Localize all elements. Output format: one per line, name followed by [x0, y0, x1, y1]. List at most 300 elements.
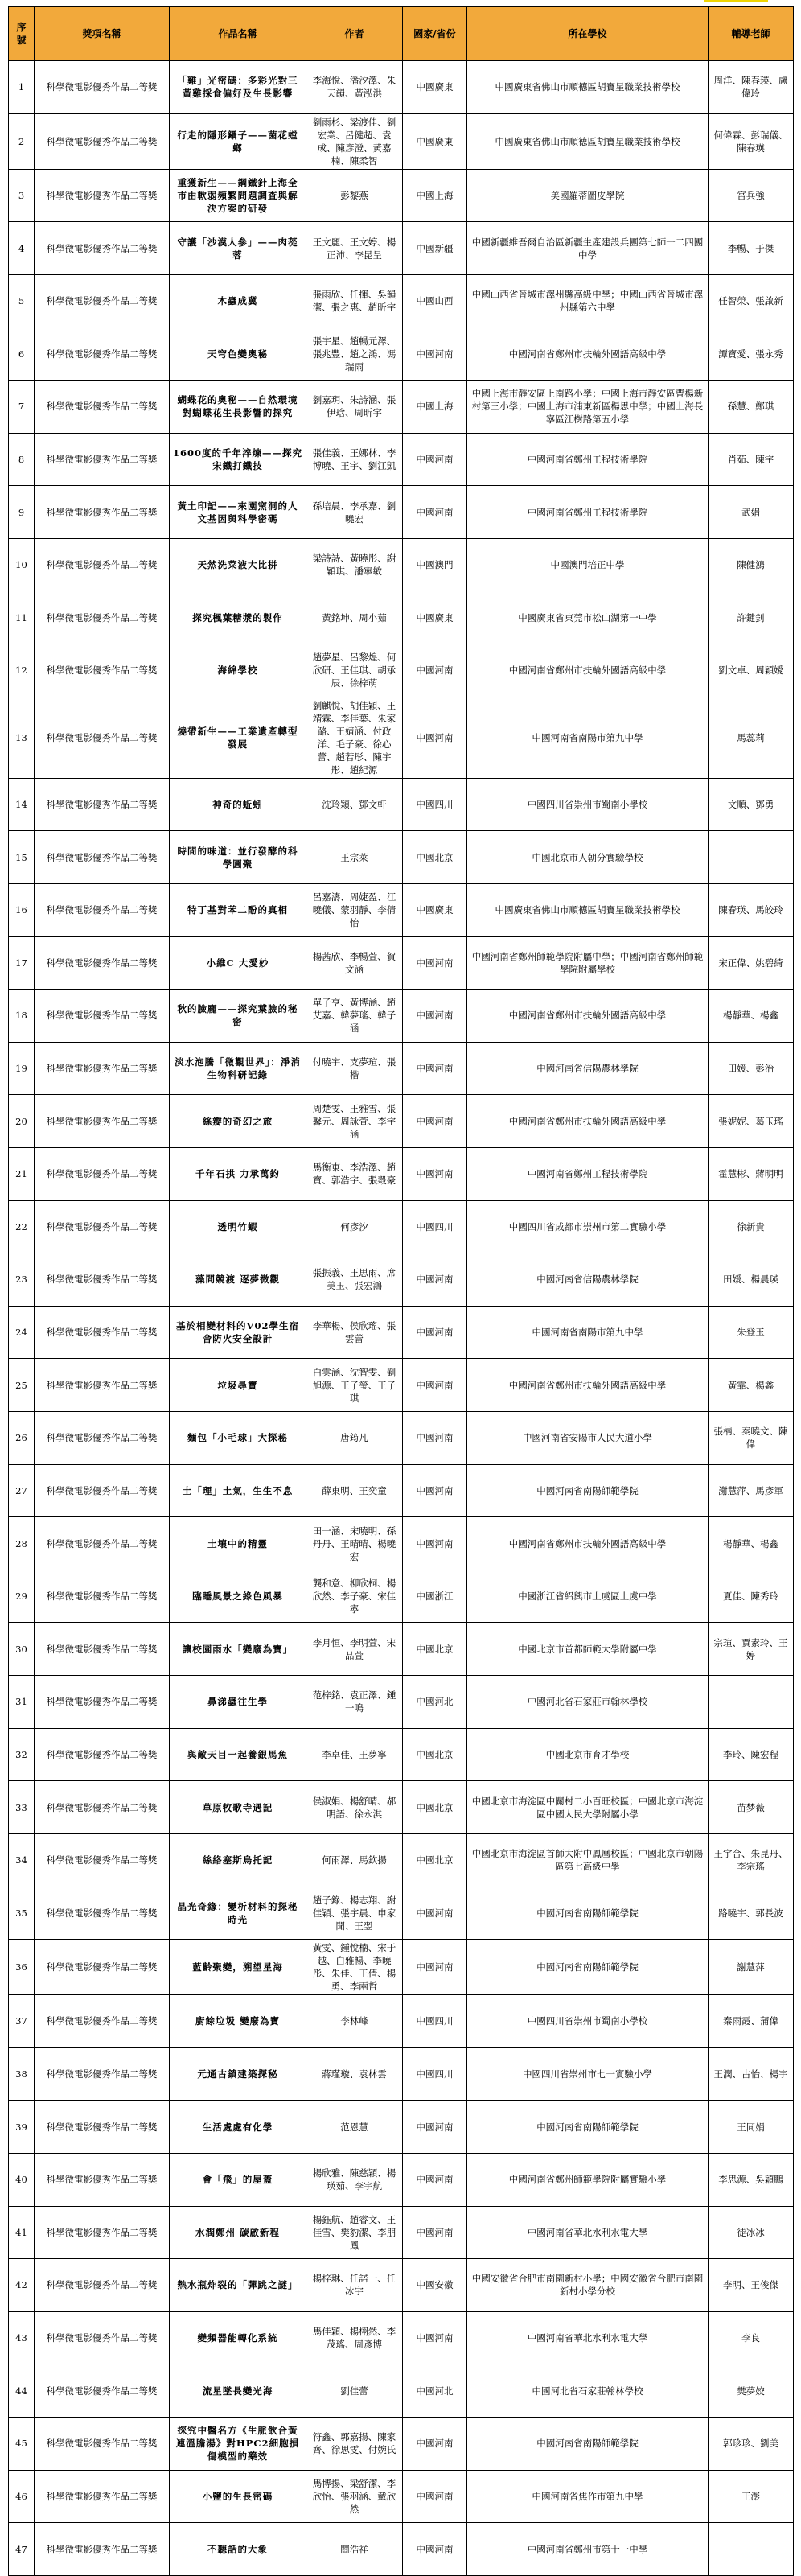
school-cell: 中國新疆維吾爾自治區新疆生產建設兵團第七師一二四團中學: [467, 222, 709, 275]
table-row: [9, 2153, 794, 2206]
authors-cell: 劉麒悅、胡佳穎、王靖霖、李佳葉、朱家潞、王婧涵、付政洋、毛子豪、徐心蕾、趙若彤、陳宇彤、趙紀源: [306, 697, 403, 778]
country-cell: 中國河南: [403, 1359, 467, 1412]
award-cell: 科學微電影優秀作品二等獎: [35, 591, 170, 644]
country-cell: 中國河南: [403, 1147, 467, 1200]
award-cell: 科學微電影優秀作品二等獎: [35, 1253, 170, 1307]
index-cell: 40: [9, 2153, 35, 2206]
advisors-cell: 何偉霖、彭瑞儀、陳春瑛: [709, 113, 794, 169]
header-country: 國家/省份: [403, 7, 467, 61]
advisors-cell: 許鍵釗: [709, 591, 794, 644]
index-cell: 12: [9, 644, 35, 697]
table-row: [9, 1833, 794, 1887]
advisors-cell: 李明、王俊傑: [709, 2259, 794, 2312]
award-cell: 科學微電影優秀作品二等獎: [35, 1676, 170, 1729]
work-title-cell: 讓校園雨水「變廢為寶」: [170, 1623, 306, 1676]
country-cell: 中國北京: [403, 1728, 467, 1781]
table-row: [9, 1412, 794, 1465]
school-cell: 美國羅蒂圖皮學院: [467, 169, 709, 222]
school-cell: 中國河南省鄭州市扶輪外國語高級中學: [467, 1359, 709, 1412]
index-cell: 16: [9, 883, 35, 936]
authors-cell: 趙子錄、楊志翔、謝佳穎、張宇晨、申家聞、王翌: [306, 1887, 403, 1940]
award-cell: 科學微電影優秀作品二等獎: [35, 2364, 170, 2418]
award-cell: 科學微電影優秀作品二等獎: [35, 2206, 170, 2259]
table-row: [9, 1042, 794, 1095]
work-title-cell: 神奇的蚯蚓: [170, 778, 306, 831]
table-row: [9, 2206, 794, 2259]
index-cell: 23: [9, 1253, 35, 1307]
work-title-cell: 蝴蝶花的奧秘——自然環境對蝴蝶花生長影響的探究: [170, 381, 306, 434]
index-cell: 47: [9, 2523, 35, 2576]
table-row: [9, 1359, 794, 1412]
work-title-cell: 會「飛」的屋蓋: [170, 2153, 306, 2206]
work-title-cell: 熱水瓶炸裂的「彈跳之謎」: [170, 2259, 306, 2312]
school-cell: 中國北京市育才學校: [467, 1728, 709, 1781]
index-cell: 10: [9, 538, 35, 591]
school-cell: 中國河南省鄭州工程技術學院: [467, 1147, 709, 1200]
header-school: 所在學校: [467, 7, 709, 61]
index-cell: 30: [9, 1623, 35, 1676]
award-cell: 科學微電影優秀作品二等獎: [35, 1147, 170, 1200]
school-cell: 中國廣東省佛山市順德區胡寶星職業技術學校: [467, 61, 709, 114]
school-cell: 中國河南省鄭州市第十一中學: [467, 2523, 709, 2576]
advisors-cell: 李暢、于傑: [709, 222, 794, 275]
work-title-cell: 守護「沙漠人參」——肉蓯蓉: [170, 222, 306, 275]
school-cell: 中國河南省信陽農林學院: [467, 1042, 709, 1095]
work-title-cell: 黃土印記——來園窯洞的人文基因與科學密碼: [170, 486, 306, 539]
header-award: 獎項名稱: [35, 7, 170, 61]
table-row: [9, 591, 794, 644]
table-row: [9, 274, 794, 327]
country-cell: 中國北京: [403, 1833, 467, 1887]
country-cell: 中國安徽: [403, 2259, 467, 2312]
country-cell: 中國河南: [403, 1306, 467, 1359]
advisors-cell: 肖茹、陳宇: [709, 433, 794, 486]
authors-cell: 李海悅、潘汐澤、朱天韻、黃泓洪: [306, 61, 403, 114]
index-cell: 27: [9, 1464, 35, 1517]
school-cell: 中國河南省鄭州市扶輪外國語高級中學: [467, 644, 709, 697]
country-cell: 中國廣東: [403, 61, 467, 114]
award-cell: 科學微電影優秀作品二等獎: [35, 1570, 170, 1623]
school-cell: 中國河南省鄭州工程技術學院: [467, 486, 709, 539]
work-title-cell: 土「理」土氣，生生不息: [170, 1464, 306, 1517]
advisors-cell: 王澎: [709, 2470, 794, 2523]
school-cell: 中國河南省南陽師範學院: [467, 1940, 709, 1995]
advisors-cell: [709, 831, 794, 884]
index-cell: 19: [9, 1042, 35, 1095]
authors-cell: 閻浩祥: [306, 2523, 403, 2576]
work-title-cell: 與敵天目一起養銀馬魚: [170, 1728, 306, 1781]
award-cell: 科學微電影優秀作品二等獎: [35, 2153, 170, 2206]
award-cell: 科學微電影優秀作品二等獎: [35, 274, 170, 327]
authors-cell: 彭黎燕: [306, 169, 403, 222]
index-cell: 18: [9, 990, 35, 1043]
country-cell: 中國河南: [403, 1940, 467, 1995]
index-cell: 32: [9, 1728, 35, 1781]
award-cell: 科學微電影優秀作品二等獎: [35, 327, 170, 381]
advisors-cell: 譚寶愛、張永秀: [709, 327, 794, 381]
table-row: [9, 486, 794, 539]
advisors-cell: 宮兵強: [709, 169, 794, 222]
authors-cell: 何彥汐: [306, 1200, 403, 1253]
work-title-cell: 元通古鎮建築探秘: [170, 2047, 306, 2101]
index-cell: 1: [9, 61, 35, 114]
table-row: [9, 327, 794, 381]
index-cell: 33: [9, 1781, 35, 1834]
authors-cell: 李林峰: [306, 1995, 403, 2048]
country-cell: 中國北京: [403, 831, 467, 884]
work-title-cell: 生活處處有化學: [170, 2101, 306, 2154]
school-cell: 中國河南省信陽農林學院: [467, 1253, 709, 1307]
advisors-cell: 張妮妮、葛玉瑤: [709, 1095, 794, 1148]
work-title-cell: 流星墜長變光海: [170, 2364, 306, 2418]
authors-cell: 唐筠凡: [306, 1412, 403, 1465]
award-cell: 科學微電影優秀作品二等獎: [35, 2259, 170, 2312]
index-cell: 15: [9, 831, 35, 884]
country-cell: 中國上海: [403, 381, 467, 434]
work-title-cell: 絲絡塞斯烏托記: [170, 1833, 306, 1887]
authors-cell: 付曉宇、支夢瑄、張楷: [306, 1042, 403, 1095]
advisors-cell: 謝慧萍、馬彥軍: [709, 1464, 794, 1517]
table-row: [9, 2259, 794, 2312]
index-cell: 25: [9, 1359, 35, 1412]
table-row: [9, 2047, 794, 2101]
advisors-cell: 宋正偉、姚碧綺: [709, 936, 794, 990]
school-cell: 中國四川省崇州市蜀南小學校: [467, 1995, 709, 2048]
table-row: [9, 169, 794, 222]
award-cell: 科學微電影優秀作品二等獎: [35, 990, 170, 1043]
index-cell: 41: [9, 2206, 35, 2259]
index-cell: 31: [9, 1676, 35, 1729]
award-cell: 科學微電影優秀作品二等獎: [35, 61, 170, 114]
school-cell: 中國河南省鄭州師範學院附屬實驗小學: [467, 2153, 709, 2206]
advisors-cell: [709, 2523, 794, 2576]
country-cell: 中國河北: [403, 1676, 467, 1729]
index-cell: 13: [9, 697, 35, 778]
award-cell: 科學微電影優秀作品二等獎: [35, 1887, 170, 1940]
work-title-cell: 藻間競渡 逐夢微觀: [170, 1253, 306, 1307]
country-cell: 中國新疆: [403, 222, 467, 275]
authors-cell: 張宇星、趙暢元澤、張兆豐、趙之鴻、馮瑞雨: [306, 327, 403, 381]
advisors-cell: 任智榮、張啟新: [709, 274, 794, 327]
advisors-cell: 霍慧彬、蔣明明: [709, 1147, 794, 1200]
authors-cell: 劉佳蕾: [306, 2364, 403, 2418]
school-cell: 中國北京市人朝分實驗學校: [467, 831, 709, 884]
award-cell: 科學微電影優秀作品二等獎: [35, 1781, 170, 1834]
header-advisors: 輔導老師: [709, 7, 794, 61]
authors-cell: 楊梓琳、任諾一、任冰宇: [306, 2259, 403, 2312]
school-cell: 中國安徽省合肥市南園新村小學；中國安徽省合肥市南園新村小學分校: [467, 2259, 709, 2312]
advisors-cell: 夏佳、陳秀玲: [709, 1570, 794, 1623]
index-cell: 20: [9, 1095, 35, 1148]
table-row: [9, 113, 794, 169]
authors-cell: 李華楊、侯欣瑤、張雲蕾: [306, 1306, 403, 1359]
table-row: [9, 1781, 794, 1834]
table-body: [9, 61, 794, 2576]
country-cell: 中國河南: [403, 2101, 467, 2154]
work-title-cell: 天穹色變奧秘: [170, 327, 306, 381]
table-row: [9, 381, 794, 434]
country-cell: 中國河南: [403, 1517, 467, 1570]
work-title-cell: 天然洗菜液大比拼: [170, 538, 306, 591]
work-title-cell: 晶光奇緣：變析材料的探秘時光: [170, 1887, 306, 1940]
school-cell: 中國河南省華北水利水電大學: [467, 2206, 709, 2259]
country-cell: 中國北京: [403, 1781, 467, 1834]
country-cell: 中國廣東: [403, 113, 467, 169]
authors-cell: 何雨澤、馬欽揚: [306, 1833, 403, 1887]
advisors-cell: 郭珍珍、劉美: [709, 2417, 794, 2470]
work-title-cell: 小鹽的生長密碼: [170, 2470, 306, 2523]
work-title-cell: 透明竹蝦: [170, 1200, 306, 1253]
authors-cell: 呂嘉濤、周婕盈、江曉儀、蒙羽靜、李倩怡: [306, 883, 403, 936]
school-cell: 中國北京市海淀區首師大附中鳳凰校區；中國北京市朝陽區第七高級中學: [467, 1833, 709, 1887]
table-row: [9, 1887, 794, 1940]
school-cell: 中國河南省華北水利水電大學: [467, 2311, 709, 2364]
work-title-cell: 絲瓣的奇幻之旅: [170, 1095, 306, 1148]
school-cell: 中國四川省崇州市蜀南小學校: [467, 778, 709, 831]
country-cell: 中國浙江: [403, 1570, 467, 1623]
authors-cell: 馬佳穎、楊栩然、李茂瑤、周彥博: [306, 2311, 403, 2364]
index-cell: 28: [9, 1517, 35, 1570]
award-cell: 科學微電影優秀作品二等獎: [35, 2417, 170, 2470]
country-cell: 中國河南: [403, 1095, 467, 1148]
advisors-cell: 徒冰冰: [709, 2206, 794, 2259]
table-row: [9, 936, 794, 990]
table-row: [9, 1306, 794, 1359]
school-cell: 中國澳門培正中學: [467, 538, 709, 591]
authors-cell: 趙夢星、呂黎煌、何欣研、王佳琪、胡承辰、徐梓萌: [306, 644, 403, 697]
work-title-cell: 千年石拱 力承萬鈞: [170, 1147, 306, 1200]
authors-cell: 馬衡東、李浩澤、趙寶、郭浩宇、張穀豪: [306, 1147, 403, 1200]
award-cell: 科學微電影優秀作品二等獎: [35, 1412, 170, 1465]
table-row: [9, 1570, 794, 1623]
table-row: [9, 2470, 794, 2523]
country-cell: 中國河南: [403, 2523, 467, 2576]
award-cell: 科學微電影優秀作品二等獎: [35, 113, 170, 169]
work-title-cell: 麵包「小毛球」大探秘: [170, 1412, 306, 1465]
country-cell: 中國河南: [403, 1253, 467, 1307]
school-cell: 中國河南省鄭州市扶輪外國語高級中學: [467, 990, 709, 1043]
country-cell: 中國河南: [403, 936, 467, 990]
table-row: [9, 1623, 794, 1676]
country-cell: 中國河南: [403, 2311, 467, 2364]
country-cell: 中國河南: [403, 486, 467, 539]
work-title-cell: 木蟲成冀: [170, 274, 306, 327]
advisors-cell: 田媛、楊晨瑛: [709, 1253, 794, 1307]
country-cell: 中國四川: [403, 778, 467, 831]
country-cell: 中國河南: [403, 433, 467, 486]
index-cell: 39: [9, 2101, 35, 2154]
school-cell: 中國河南省鄭州師範學院附屬中學；中國河南省鄭州師範學院附屬學校: [467, 936, 709, 990]
table-row: [9, 778, 794, 831]
advisors-cell: 馬蕊莉: [709, 697, 794, 778]
advisors-cell: 周洋、陳春瑛、盧偉玲: [709, 61, 794, 114]
award-cell: 科學微電影優秀作品二等獎: [35, 1517, 170, 1570]
work-title-cell: 水潤鄭州 碳啟新程: [170, 2206, 306, 2259]
school-cell: 中國河南省南陽師範學院: [467, 2417, 709, 2470]
authors-cell: 蔣瑾璇、袁林雲: [306, 2047, 403, 2101]
school-cell: 中國河南省鄭州市扶輪外國語高級中學: [467, 327, 709, 381]
advisors-cell: 楊靜華、楊鑫: [709, 1517, 794, 1570]
country-cell: 中國河南: [403, 644, 467, 697]
award-cell: 科學微電影優秀作品二等獎: [35, 1995, 170, 2048]
table-row: [9, 1253, 794, 1307]
award-cell: 科學微電影優秀作品二等獎: [35, 1359, 170, 1412]
advisors-cell: 黃霏、楊鑫: [709, 1359, 794, 1412]
authors-cell: 白雲涵、沈智雯、劉旭源、王子瑩、王子琪: [306, 1359, 403, 1412]
authors-cell: 符鑫、郭嘉揚、陳家齊、徐思雯、付婉氏: [306, 2417, 403, 2470]
advisors-cell: 王潤、古怡、楊宇: [709, 2047, 794, 2101]
table-row: [9, 61, 794, 114]
index-cell: 22: [9, 1200, 35, 1253]
work-title-cell: 臨睡風景之綠色風暴: [170, 1570, 306, 1623]
authors-cell: 楊鈺航、趙睿文、王佳雪、樊豹潔、李朋鳳: [306, 2206, 403, 2259]
authors-cell: 薛東明、王奕童: [306, 1464, 403, 1517]
authors-cell: 王文麗、王文婷、楊正沛、李昆呈: [306, 222, 403, 275]
index-cell: 29: [9, 1570, 35, 1623]
advisors-cell: 李良: [709, 2311, 794, 2364]
award-cell: 科學微電影優秀作品二等獎: [35, 2523, 170, 2576]
advisors-cell: 楊靜華、楊鑫: [709, 990, 794, 1043]
advisors-cell: 謝慧萍: [709, 1940, 794, 1995]
index-cell: 38: [9, 2047, 35, 2101]
advisors-cell: 李玲、陳宏程: [709, 1728, 794, 1781]
country-cell: 中國山西: [403, 274, 467, 327]
authors-cell: 侯淑娟、楊舒晴、郝明語、徐永淇: [306, 1781, 403, 1834]
country-cell: 中國河南: [403, 1887, 467, 1940]
advisors-cell: 苗梦薇: [709, 1781, 794, 1834]
school-cell: 中國河南省南陽師範學院: [467, 1464, 709, 1517]
table-row: [9, 644, 794, 697]
country-cell: 中國河南: [403, 1412, 467, 1465]
country-cell: 中國四川: [403, 1995, 467, 2048]
index-cell: 42: [9, 2259, 35, 2312]
index-cell: 35: [9, 1887, 35, 1940]
authors-cell: 孫培晨、李承嘉、劉曉宏: [306, 486, 403, 539]
award-cell: 科學微電影優秀作品二等獎: [35, 1728, 170, 1781]
work-title-cell: 特丁基對苯二酚的真相: [170, 883, 306, 936]
authors-cell: 張佳義、王娜林、李博曉、王宇、劉江凱: [306, 433, 403, 486]
index-cell: 6: [9, 327, 35, 381]
award-cell: 科學微電影優秀作品二等獎: [35, 222, 170, 275]
index-cell: 5: [9, 274, 35, 327]
header-index: 序號: [9, 7, 35, 61]
work-title-cell: 小維C 大愛妙: [170, 936, 306, 990]
country-cell: 中國河南: [403, 2153, 467, 2206]
index-cell: 37: [9, 1995, 35, 2048]
award-cell: 科學微電影優秀作品二等獎: [35, 2047, 170, 2101]
award-cell: 科學微電影優秀作品二等獎: [35, 433, 170, 486]
table-row: [9, 990, 794, 1043]
award-cell: 科學微電影優秀作品二等獎: [35, 1095, 170, 1148]
award-cell: 科學微電影優秀作品二等獎: [35, 1306, 170, 1359]
work-title-cell: 秋的臉龐——探究葉臉的秘密: [170, 990, 306, 1043]
authors-cell: 張振義、王思雨、席美玉、張宏鴻: [306, 1253, 403, 1307]
index-cell: 36: [9, 1940, 35, 1995]
award-cell: 科學微電影優秀作品二等獎: [35, 1200, 170, 1253]
award-cell: 科學微電影優秀作品二等獎: [35, 778, 170, 831]
work-title-cell: 探究楓葉糖漿的製作: [170, 591, 306, 644]
school-cell: 中國北京市海淀區中關村二小百旺校區；中國北京市海淀區中國人民大學附屬小學: [467, 1781, 709, 1834]
table-row: [9, 1517, 794, 1570]
work-title-cell: 探究中醫名方《生脈飲合黃連溫膽湯》對HPC2細胞損傷模型的藥效: [170, 2417, 306, 2470]
work-title-cell: 廚餘垃圾 變廢為寶: [170, 1995, 306, 2048]
index-cell: 11: [9, 591, 35, 644]
school-cell: 中國河南省安陽市人民大道小學: [467, 1412, 709, 1465]
school-cell: 中國廣東省佛山市順德區胡寶星職業技術學校: [467, 113, 709, 169]
table-row: [9, 1095, 794, 1148]
index-cell: 8: [9, 433, 35, 486]
country-cell: 中國澳門: [403, 538, 467, 591]
school-cell: 中國河北省石家莊市翰林學校: [467, 1676, 709, 1729]
advisors-cell: 朱登玉: [709, 1306, 794, 1359]
awards-table: [8, 6, 794, 2576]
authors-cell: 馬博揚、梁舒潔、李欣怡、張羽涵、戴欣然: [306, 2470, 403, 2523]
advisors-cell: 李思源、吳穎鵬: [709, 2153, 794, 2206]
advisors-cell: 文順、鄧勇: [709, 778, 794, 831]
award-cell: 科學微電影優秀作品二等獎: [35, 936, 170, 990]
award-cell: 科學微電影優秀作品二等獎: [35, 381, 170, 434]
country-cell: 中國河南: [403, 1042, 467, 1095]
work-title-cell: 海綿學校: [170, 644, 306, 697]
work-title-cell: 1600度的千年淬煉——探究宋鐵打鐵技: [170, 433, 306, 486]
table-row: [9, 1200, 794, 1253]
advisors-cell: 王同娟: [709, 2101, 794, 2154]
award-cell: 科學微電影優秀作品二等獎: [35, 883, 170, 936]
index-cell: 3: [9, 169, 35, 222]
authors-cell: 楊欣雅、陳慈穎、楊瑛茹、李宇航: [306, 2153, 403, 2206]
award-cell: 科學微電影優秀作品二等獎: [35, 697, 170, 778]
school-cell: 中國山西省晉城市澤州縣高級中學；中國山西省晉城市澤州縣第六中學: [467, 274, 709, 327]
award-cell: 科學微電影優秀作品二等獎: [35, 644, 170, 697]
table-row: [9, 883, 794, 936]
advisors-cell: 秦雨霞、蒲偉: [709, 1995, 794, 2048]
index-cell: 43: [9, 2311, 35, 2364]
advisors-cell: 陳健鴻: [709, 538, 794, 591]
authors-cell: 周楚雯、王雅雪、張馨元、周詠萱、李宇涵: [306, 1095, 403, 1148]
work-title-cell: 燒帶新生——工業遺產轉型發展: [170, 697, 306, 778]
table-row: [9, 1147, 794, 1200]
work-title-cell: 鼻涕蟲往生學: [170, 1676, 306, 1729]
award-cell: 科學微電影優秀作品二等獎: [35, 169, 170, 222]
work-title-cell: 不聽話的大象: [170, 2523, 306, 2576]
authors-cell: 李月恒、李明萱、宋品萱: [306, 1623, 403, 1676]
advisors-cell: 劉文卓、周穎嬡: [709, 644, 794, 697]
index-cell: 7: [9, 381, 35, 434]
work-title-cell: 垃圾尋寶: [170, 1359, 306, 1412]
school-cell: 中國河南省南陽市第九中學: [467, 1306, 709, 1359]
award-cell: 科學微電影優秀作品二等獎: [35, 2470, 170, 2523]
authors-cell: 張雨欣、任揮、吳韻潔、張之惠、趙昕宇: [306, 274, 403, 327]
table-row: [9, 1995, 794, 2048]
index-cell: 45: [9, 2417, 35, 2470]
advisors-cell: 徐新貴: [709, 1200, 794, 1253]
country-cell: 中國河南: [403, 697, 467, 778]
authors-cell: 劉嘉玥、朱詩涵、張伊琀、周昕宇: [306, 381, 403, 434]
country-cell: 中國四川: [403, 2047, 467, 2101]
school-cell: 中國河南省焦作市第九中學: [467, 2470, 709, 2523]
table-row: [9, 1728, 794, 1781]
work-title-cell: 「雞」光密碼：多彩光對三黃雞採食偏好及生長影響: [170, 61, 306, 114]
award-cell: 科學微電影優秀作品二等獎: [35, 1042, 170, 1095]
award-cell: 科學微電影優秀作品二等獎: [35, 538, 170, 591]
header-authors: 作者: [306, 7, 403, 61]
work-title-cell: 行走的隱形鑷子——菌花螳螂: [170, 113, 306, 169]
award-cell: 科學微電影優秀作品二等獎: [35, 2101, 170, 2154]
top-accent-bar: [704, 0, 768, 2]
country-cell: 中國河南: [403, 2417, 467, 2470]
advisors-cell: 宗瑄、賈素玲、王婷: [709, 1623, 794, 1676]
table-row: [9, 2523, 794, 2576]
